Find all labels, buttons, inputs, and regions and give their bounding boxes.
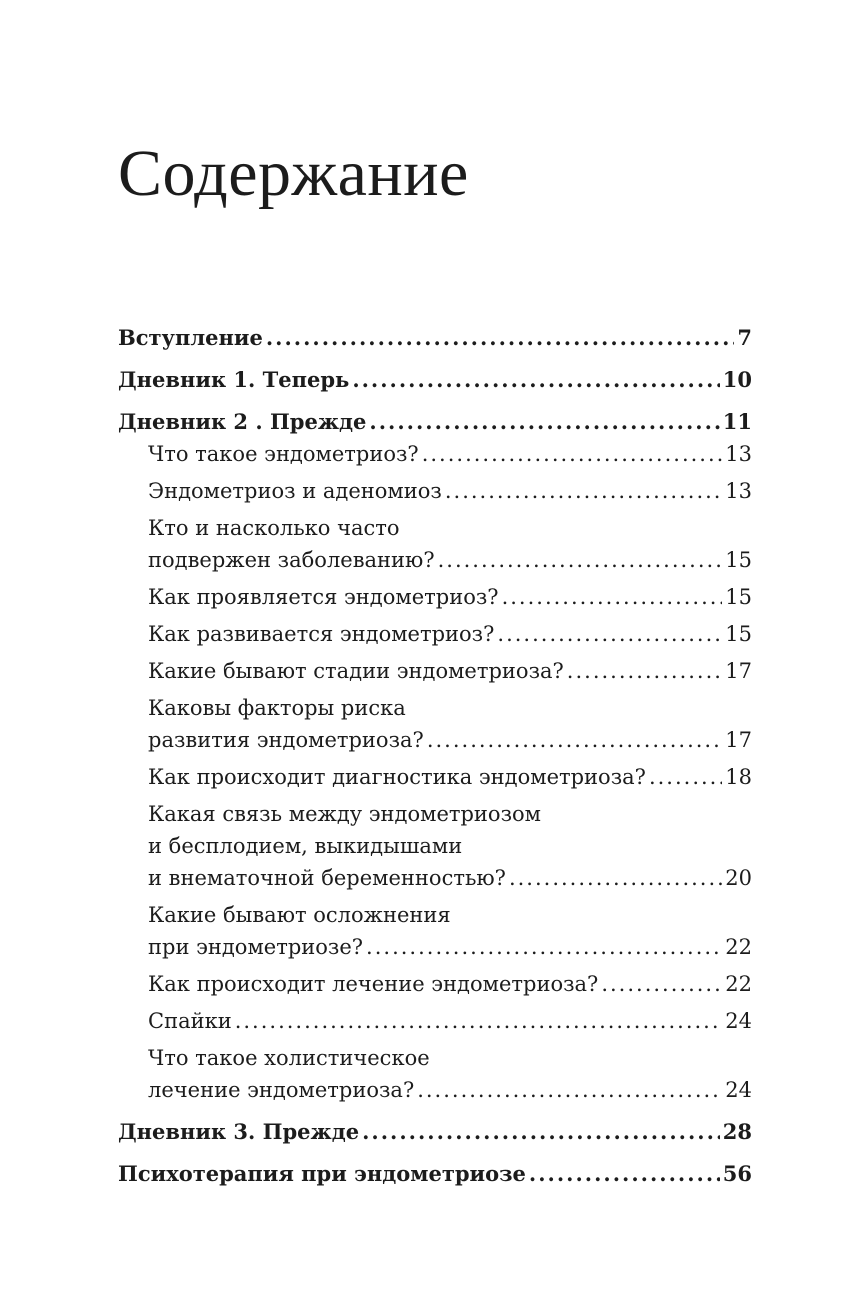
toc-page-number: 11 [722, 409, 752, 434]
toc-page-number: 15 [725, 622, 752, 646]
toc-subentry-multiline [118, 899, 752, 963]
toc-page-number: 7 [737, 325, 752, 350]
dot-leader [422, 438, 723, 470]
toc-entry-line: Кто и насколько часто [148, 516, 400, 540]
toc-subentry-multiline [118, 1042, 752, 1106]
toc-entry-label: Какие бывают стадии эндометриоза? [148, 659, 564, 683]
toc-subentry [118, 1074, 752, 1106]
toc-entry-introduction [118, 322, 752, 354]
dot-leader [235, 1005, 723, 1037]
dot-leader [266, 322, 735, 354]
dot-leader [445, 475, 722, 507]
toc-subentry [118, 438, 752, 470]
toc-entry-label: развития эндометриоза? [148, 728, 424, 752]
toc-entry-label: Как проявляется эндометриоз? [148, 585, 499, 609]
toc-entry-diary-2 [118, 406, 752, 438]
toc-page-number: 24 [725, 1009, 752, 1033]
toc-subentry [118, 544, 752, 576]
toc-page-number: 13 [725, 479, 752, 503]
toc-page-number: 28 [722, 1119, 752, 1144]
toc-page-number: 10 [722, 367, 752, 392]
toc-page-number: 17 [725, 728, 752, 752]
dot-leader [366, 931, 722, 963]
toc-entry-label: Эндометриоз и аденомиоз [148, 479, 442, 503]
toc-subentry [118, 968, 752, 1000]
dot-leader [352, 364, 719, 396]
toc-entry-label: Дневник 3. Прежде [118, 1119, 360, 1144]
toc-entry-line: Каковы факторы риска [148, 696, 406, 720]
toc-subentry [118, 862, 752, 894]
toc-entry-label: Как происходит диагностика эндометриоза? [148, 765, 646, 789]
dot-leader [438, 544, 723, 576]
dot-leader [369, 406, 719, 438]
toc-entry-label: Вступление [118, 325, 263, 350]
toc-entry-line: Какая связь между эндометриозом [148, 802, 542, 826]
toc-entry-label: и внематочной беременностью? [148, 866, 506, 890]
toc-page-number: 22 [725, 935, 752, 959]
page-title: Содержание [118, 137, 469, 210]
toc-entry-label: Спайки [148, 1009, 232, 1033]
dot-leader [417, 1074, 722, 1106]
dot-leader [427, 724, 722, 756]
dot-leader [601, 968, 722, 1000]
toc-entry-label: лечение эндометриоза? [148, 1078, 415, 1102]
toc-page-number: 15 [725, 585, 752, 609]
toc-page-number: 15 [725, 548, 752, 572]
toc-subentry-multiline [118, 798, 752, 894]
toc-subentry-multiline [118, 692, 752, 756]
dot-leader [509, 862, 722, 894]
toc-entry-label: подвержен заболеванию? [148, 548, 435, 572]
toc-subentry-multiline [118, 512, 752, 576]
toc-subentry [118, 618, 752, 650]
toc-entry-label: Как развивается эндометриоз? [148, 622, 495, 646]
dot-leader [502, 581, 723, 613]
toc-entry-psychotherapy [118, 1158, 752, 1190]
toc-subentry [118, 931, 752, 963]
toc-entry-label: Психотерапия при эндометриозе [118, 1161, 526, 1186]
toc-page-number: 20 [725, 866, 752, 890]
toc-page-number: 22 [725, 972, 752, 996]
toc-page-number: 17 [725, 659, 752, 683]
toc-entry-label: Дневник 2 . Прежде [118, 409, 367, 434]
toc-subentry [118, 475, 752, 507]
toc-subentry [118, 1005, 752, 1037]
toc-subentry [118, 761, 752, 793]
toc-entry-diary-1 [118, 364, 752, 396]
toc-entry-line: Какие бывают осложнения [148, 903, 451, 927]
dot-leader [649, 761, 722, 793]
toc-subentry [118, 655, 752, 687]
toc-page-number: 13 [725, 442, 752, 466]
toc-entry-label: Как происходит лечение эндометриоза? [148, 972, 599, 996]
toc-subentry [118, 724, 752, 756]
dot-leader [529, 1158, 720, 1190]
toc-entry-diary-3 [118, 1116, 752, 1148]
toc-subentry [118, 581, 752, 613]
dot-leader [567, 655, 722, 687]
toc-entry-label: Что такое эндометриоз? [148, 442, 419, 466]
dot-leader [362, 1116, 720, 1148]
toc-entry-line: и бесплодием, выкидышами [148, 834, 463, 858]
toc-entry-label: при эндометриозе? [148, 935, 364, 959]
table-of-contents [118, 322, 752, 1190]
toc-entry-line: Что такое холистическое [148, 1046, 430, 1070]
toc-page-number: 56 [722, 1161, 752, 1186]
toc-entry-label: Дневник 1. Теперь [118, 367, 350, 392]
dot-leader [497, 618, 722, 650]
toc-page-number: 24 [725, 1078, 752, 1102]
toc-page-number: 18 [725, 765, 752, 789]
